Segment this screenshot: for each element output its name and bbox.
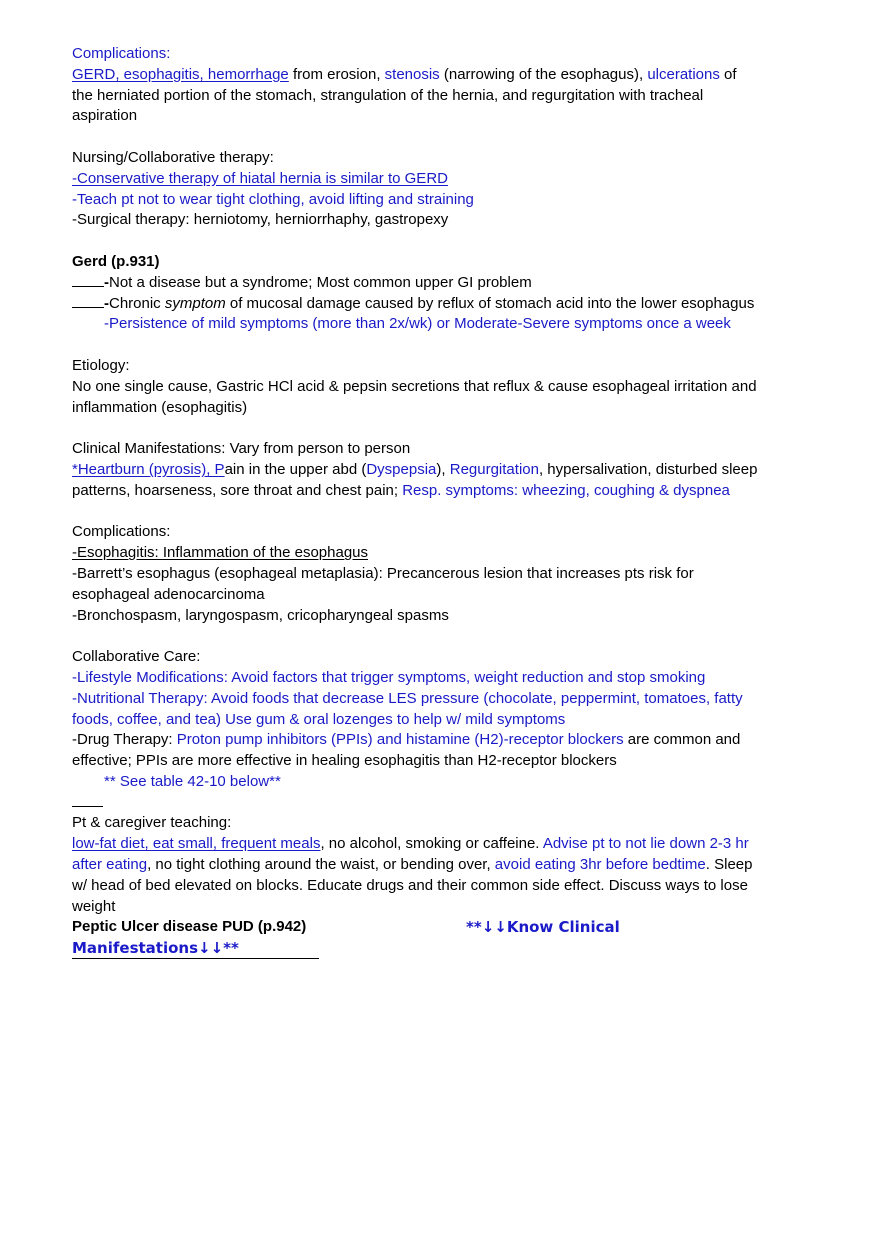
- collab-see-table: ** See table 42-10 below**: [104, 772, 281, 790]
- teaching-heading: Pt & caregiver teaching:: [72, 814, 232, 832]
- gerd-bullet-2: -Chronic symptom of mucosal damage caused by reflux of stomach acid into the lower esophagus: [72, 294, 812, 315]
- teaching-line-3: w/ head of bed elevated on blocks. Educate drugs and their common side effect. Discuss ways to lose: [72, 876, 748, 894]
- collab-line-2: -Nutritional Therapy: Avoid foods that decrease LES pressure (chocolate, peppermint, tomatoes, fatty: [72, 689, 743, 707]
- nursing-item-1: -Conservative therapy of hiatal hernia is similar to GERD: [72, 169, 448, 187]
- gerd-complications-heading: Complications:: [72, 523, 171, 541]
- collab-line-5: effective; PPIs are more effective in healing esophagitis than H2-receptor blockers: [72, 752, 617, 770]
- etiology-line-1: No one single cause, Gastric HCl acid & pepsin secretions that reflux & cause esophageal irritation and: [72, 377, 757, 395]
- gerd-complications-line-2: -Barrett’s esophagus (esophageal metaplasia): Precancerous lesion that increases pts risk for: [72, 564, 694, 582]
- teaching-line-1: low-fat diet, eat small, frequent meals, no alcohol, smoking or caffeine. Advise pt to not lie down 2-3 hr: [72, 835, 749, 853]
- clinical-line-1: *Heartburn (pyrosis), Pain in the upper abd (Dyspepsia), Regurgitation, hypersalivation, disturbed sleep: [72, 460, 758, 478]
- collab-heading: Collaborative Care:: [72, 648, 201, 666]
- advise-pt: Advise pt to not lie down 2-3 hr: [542, 835, 749, 853]
- pud-note-line-2: Manifestations↓↓**: [72, 938, 812, 960]
- nursing-heading: Nursing/Collaborative therapy:: [72, 148, 274, 166]
- nursing-item-2: -Teach pt not to wear tight clothing, avoid lifting and straining: [72, 190, 474, 208]
- etiology-heading: Etiology:: [72, 356, 130, 374]
- gerd-heading: Gerd (p.931): [72, 252, 160, 270]
- dyspepsia-term: Dyspepsia: [366, 460, 437, 478]
- ulcerations-term: ulcerations: [647, 65, 720, 83]
- regurgitation-term: Regurgitation: [449, 460, 539, 478]
- pud-note: **↓↓Know Clinical: [466, 918, 620, 937]
- heartburn-term: *Heartburn (pyrosis), P: [72, 460, 225, 478]
- resp-symptoms: Resp. symptoms: wheezing, coughing & dyspnea: [402, 481, 730, 499]
- hiatal-complications-line-2: the herniated portion of the stomach, strangulation of the hernia, and regurgitation with tracheal: [72, 86, 704, 104]
- gerd-esophagitis-hemorrhage: GERD, esophagitis, hemorrhage: [72, 65, 289, 83]
- collab-line-4: -Drug Therapy: Proton pump inhibitors (PPIs) and histamine (H2)-receptor blockers are common and: [72, 731, 741, 749]
- ppi-h2-blockers: Proton pump inhibitors (PPIs) and histamine (H2)-receptor blockers: [176, 731, 624, 749]
- low-fat-diet: low-fat diet, eat small, frequent meals: [72, 835, 321, 853]
- hiatal-complications-line-1: GERD, esophagitis, hemorrhage from erosion, stenosis (narrowing of the esophagus), ulcerations of: [72, 65, 737, 83]
- gerd-complications-line-3: esophageal adenocarcinoma: [72, 585, 265, 603]
- teaching-line-2: after eating, no tight clothing around the waist, or bending over, avoid eating 3hr before bedtime. Sleep: [72, 856, 753, 874]
- gerd-complications-line-1: -Esophagitis: Inflammation of the esophagus: [72, 544, 369, 562]
- pud-title-row: [72, 917, 812, 938]
- gerd-bullet-3: -Persistence of mild symptoms (more than 2x/wk) or Moderate-Severe symptoms once a week: [104, 315, 731, 333]
- nursing-item-3: -Surgical therapy: herniotomy, herniorrhaphy, gastropexy: [72, 211, 449, 229]
- clinical-heading: Clinical Manifestations: Vary from person to person: [72, 440, 411, 458]
- avoid-eating: avoid eating 3hr before bedtime: [494, 856, 706, 874]
- pud-title: Peptic Ulcer disease PUD (p.942): [72, 918, 307, 936]
- teaching-line-4: weight: [72, 897, 116, 915]
- collab-line-3: foods, coffee, and tea) Use gum & oral lozenges to help w/ mild symptoms: [72, 710, 566, 728]
- gerd-bullet-1: -Not a disease but a syndrome; Most common upper GI problem: [72, 273, 812, 294]
- gerd-complications-line-4: -Bronchospasm, laryngospasm, cricopharyngeal spasms: [72, 606, 449, 624]
- clinical-line-2: patterns, hoarseness, sore throat and chest pain; Resp. symptoms: wheezing, coughing & dyspnea: [72, 481, 730, 499]
- hiatal-complications-line-3: aspiration: [72, 107, 138, 125]
- stenosis-term: stenosis: [384, 65, 440, 83]
- divider-short: [72, 793, 812, 814]
- hiatal-complications-heading: Complications:: [72, 45, 171, 62]
- document-page: [72, 44, 812, 960]
- collab-line-1: -Lifestyle Modifications: Avoid factors that trigger symptoms, weight reduction and stop smoking: [72, 668, 706, 686]
- etiology-line-2: inflammation (esophagitis): [72, 398, 248, 416]
